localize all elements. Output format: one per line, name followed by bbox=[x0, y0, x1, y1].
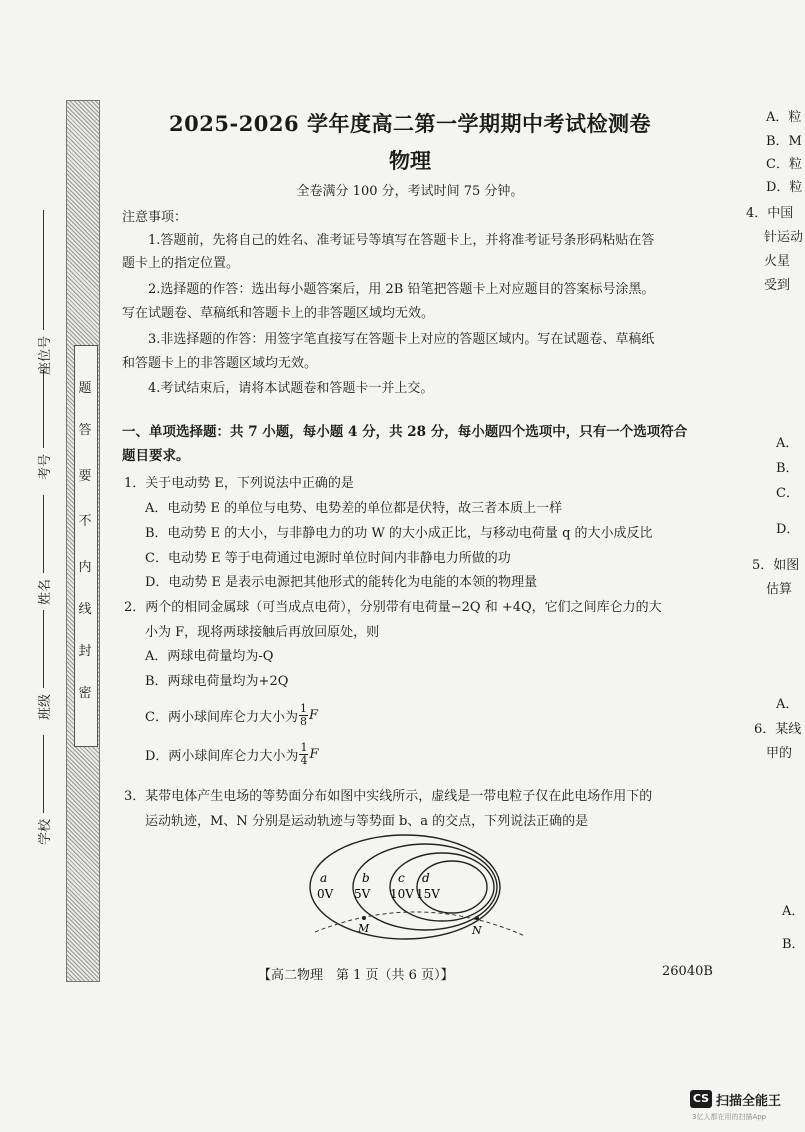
q1-option-b: B．电动势 E 的大小，与非静电力的功 W 的大小成正比，与移动电荷量 q 的大小成反比 bbox=[145, 526, 653, 541]
denominator: 8 bbox=[299, 715, 307, 728]
school-label: 学校 bbox=[38, 818, 53, 845]
q1-option-d: D．电动势 E 是表示电源把其他形式的能转化为电能的本领的物理量 bbox=[145, 575, 538, 590]
numerator: 1 bbox=[300, 741, 308, 754]
class-label: 班级 bbox=[38, 693, 53, 720]
right-fragment: A． bbox=[776, 436, 799, 451]
school-field bbox=[34, 735, 53, 845]
label-c-volt: 10V bbox=[390, 887, 414, 901]
q2-option-d bbox=[145, 742, 318, 767]
seal-char: 内 bbox=[78, 560, 92, 575]
notes-heading: 注意事项： bbox=[122, 210, 188, 225]
note-line: 4.考试结束后，请将本试题卷和答题卡一并上交。 bbox=[148, 381, 434, 396]
right-fragment: 针运动 bbox=[764, 230, 804, 245]
label-b-volt: 5V bbox=[354, 887, 371, 901]
score-line: 全卷满分 100 分，考试时间 75 分钟。 bbox=[296, 184, 524, 199]
right-fragment: 火星 bbox=[764, 254, 791, 269]
page-footer: 【高二物理 第 1 页（共 6 页）】 bbox=[258, 968, 454, 983]
q2-d-text: D．两小球间库仑力大小为 bbox=[145, 749, 299, 764]
note-line: 题卡上的指定位置。 bbox=[122, 256, 240, 271]
seat-number-label: 座位号 bbox=[38, 335, 53, 375]
numerator: 1 bbox=[299, 702, 307, 715]
name-field bbox=[34, 495, 53, 605]
denominator: 4 bbox=[300, 754, 308, 767]
right-fragment: B． bbox=[782, 937, 805, 952]
q1-option-c: C．电动势 E 等于电荷通过电源时单位时间内非静电力所做的功 bbox=[145, 551, 511, 566]
right-fragment: D． bbox=[776, 522, 800, 537]
q2-option-b: B．两球电荷量均为+2Q bbox=[145, 674, 289, 689]
right-fragment: 估算 bbox=[766, 582, 793, 597]
q2-stem: 2．两个的相同金属球（可当成点电荷），分别带有电荷量−2Q 和 +4Q，它们之间库仑力的大 bbox=[124, 600, 662, 615]
seat-number-field bbox=[34, 210, 53, 375]
right-fragment: A．粒 bbox=[766, 110, 802, 125]
q3-stem: 3．某带电体产生电场的等势面分布如图中实线所示，虚线是一带电粒子仅在此电场作用下的 bbox=[124, 789, 653, 804]
seal-char: 题 bbox=[78, 381, 92, 396]
note-line: 2.选择题的作答：选出每小题答案后，用 2B 铅笔把答题卡上对应题目的答案标号涂黑。 bbox=[148, 282, 655, 297]
seal-char: 线 bbox=[78, 602, 92, 617]
equipotential-diagram bbox=[300, 830, 530, 945]
q2-c-fraction bbox=[299, 703, 308, 728]
right-fragment: 4．中国 bbox=[746, 206, 794, 221]
right-fragment: A． bbox=[782, 904, 805, 919]
note-line: 和答题卡上的非答题区域均无效。 bbox=[122, 356, 318, 371]
exam-number-field bbox=[34, 370, 53, 480]
label-M: M bbox=[358, 922, 370, 935]
right-fragment: B．M bbox=[766, 134, 802, 149]
seal-char: 密 bbox=[78, 686, 92, 701]
camscanner-tagline: 3亿人都在用的扫描App bbox=[692, 1113, 767, 1121]
section-heading-cont: 题目要求。 bbox=[122, 448, 190, 464]
label-a-volt: 0V bbox=[317, 887, 334, 901]
right-fragment: D．粒 bbox=[766, 180, 803, 195]
label-d: d bbox=[422, 871, 430, 885]
q2-option-a: A．两球电荷量均为-Q bbox=[145, 649, 274, 664]
q2-option-c bbox=[145, 703, 318, 728]
name-label: 姓名 bbox=[38, 578, 53, 605]
label-d-volt: 15V bbox=[416, 887, 440, 901]
q2-d-symbol: F bbox=[309, 747, 319, 762]
right-fragment: C．粒 bbox=[766, 157, 802, 172]
right-fragment: 受到 bbox=[764, 278, 791, 293]
class-field bbox=[34, 610, 53, 720]
seal-char: 不 bbox=[78, 514, 92, 529]
right-fragment: A． bbox=[776, 697, 799, 712]
seal-char: 答 bbox=[78, 423, 92, 438]
section-heading: 一、单项选择题：共 7 小题，每小题 4 分，共 28 分，每小题四个选项中，只有一个选项符合 bbox=[122, 424, 688, 440]
q1-option-a: A．电动势 E 的单位与电势、电势差的单位都是伏特，故三者本质上一样 bbox=[145, 501, 563, 516]
q2-c-symbol: F bbox=[308, 708, 318, 723]
q3-stem-cont: 运动轨迹，M、N 分别是运动轨迹与等势面 b、a 的交点，下列说法正确的是 bbox=[145, 814, 589, 829]
seal-char: 要 bbox=[78, 469, 92, 484]
paper-code: 26040B bbox=[662, 964, 713, 979]
label-a: a bbox=[320, 871, 328, 885]
exam-title: 2025-2026 学年度高二第一学期期中考试检测卷 bbox=[169, 111, 651, 136]
note-line: 写在试题卷、草稿纸和答题卡上的非答题区域均无效。 bbox=[122, 306, 435, 321]
label-c: c bbox=[398, 871, 405, 885]
exam-number-label: 考号 bbox=[38, 453, 53, 480]
label-N: N bbox=[472, 924, 482, 937]
subject-title: 物理 bbox=[389, 148, 431, 173]
q2-d-fraction bbox=[299, 742, 308, 767]
camscanner-logo-icon: CS bbox=[690, 1090, 712, 1108]
note-line: 1.答题前，先将自己的姓名、准考证号等填写在答题卡上，并将准考证号条形码粘贴在答 bbox=[148, 233, 655, 248]
right-fragment: 5．如图 bbox=[752, 558, 800, 573]
q2-c-text: C．两小球间库仑力大小为 bbox=[145, 710, 298, 725]
right-fragment: 6．某线 bbox=[754, 722, 802, 737]
seal-char: 封 bbox=[78, 644, 92, 659]
q2-stem-cont: 小为 F，现将两球接触后再放回原处，则 bbox=[145, 625, 380, 640]
right-fragment: C． bbox=[776, 486, 799, 501]
right-fragment: 甲的 bbox=[766, 746, 793, 761]
note-line: 3.非选择题的作答：用签字笔直接写在答题卡上对应的答题区域内。写在试题卷、草稿纸 bbox=[148, 332, 655, 347]
q1-stem: 1．关于电动势 E，下列说法中正确的是 bbox=[124, 476, 354, 491]
right-fragment: B． bbox=[776, 461, 799, 476]
label-b: b bbox=[362, 871, 370, 885]
camscanner-name: 扫描全能王 bbox=[716, 1094, 782, 1109]
